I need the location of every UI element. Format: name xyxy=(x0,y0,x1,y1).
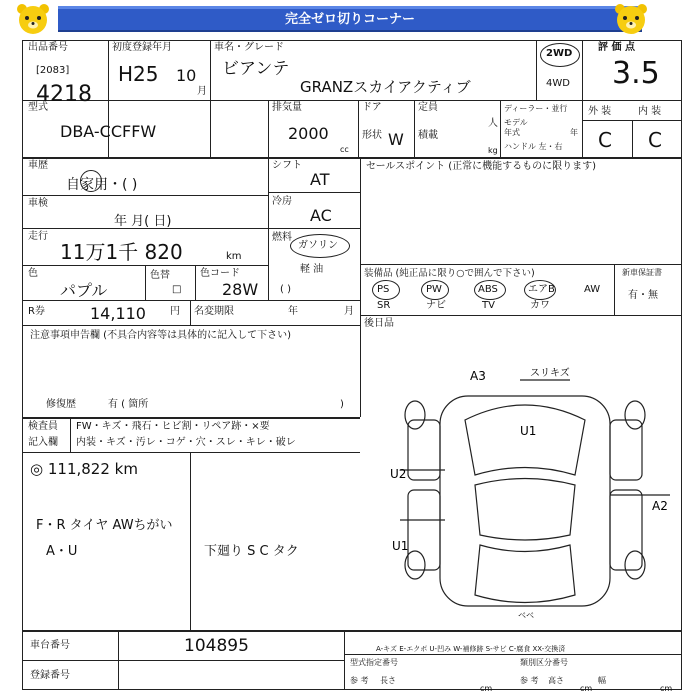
sales-point-label: セールスポイント (正常に機能するものに限ります) xyxy=(366,161,597,172)
divider xyxy=(358,100,359,157)
inspector-label: 検査員 xyxy=(28,421,58,432)
ac-label: 冷房 xyxy=(272,196,292,207)
car-grade: GRANZスカイアクティブ xyxy=(300,78,471,96)
length-label: 長さ xyxy=(380,676,396,685)
divider xyxy=(500,100,501,157)
class-label: 類別区分番号 xyxy=(520,658,568,667)
inspection-value: 年 月( 日) xyxy=(114,214,172,229)
handwritten-note-au: A・U xyxy=(46,544,78,559)
color-change-label: 色替 xyxy=(150,270,170,281)
diagram-mark-u2: U2 xyxy=(390,467,407,481)
width-label: 幅 xyxy=(598,676,606,685)
notes-label: 注意事項申告欄 (不具合内容等は具体的に記入して下さい) xyxy=(30,330,291,341)
mileage-unit: km xyxy=(226,251,242,262)
door-label: ドア xyxy=(362,102,382,113)
interior-label: 内 装 xyxy=(638,106,662,117)
recycle-unit: 円 xyxy=(170,306,180,317)
repair-value: 有 ( 箇所 xyxy=(108,399,149,410)
height-unit: cm xyxy=(580,684,593,693)
divider xyxy=(268,192,360,193)
diagram-front-label: ベベ xyxy=(518,611,534,620)
history-value: 自家用・( ) xyxy=(66,177,138,193)
roof xyxy=(475,479,575,541)
plate-label: 登録番号 xyxy=(30,670,70,681)
car-damage-diagram xyxy=(370,360,680,620)
divider xyxy=(414,100,415,157)
fuel-gasoline: ガソリン xyxy=(298,240,338,251)
grade-label: 評 価 点 xyxy=(598,42,635,53)
drive-4wd: 4WD xyxy=(546,78,570,89)
handwritten-mileage: ◎ 111,822 km xyxy=(30,460,138,478)
divider xyxy=(344,630,345,690)
width-unit: cm xyxy=(660,684,673,693)
displacement-label: 排気量 xyxy=(272,102,302,113)
divider xyxy=(268,100,269,157)
divider xyxy=(145,265,146,300)
divider xyxy=(614,264,615,315)
load-label: 積載 xyxy=(418,130,438,141)
mileage-label: 走行 xyxy=(28,231,48,242)
exterior-grade: C xyxy=(598,128,612,152)
divider xyxy=(360,315,682,316)
divider xyxy=(210,40,211,157)
rear-label: 後日品 xyxy=(364,318,394,329)
diagram-mark-a3: A3 xyxy=(470,369,486,383)
equip-circle-mark xyxy=(421,280,449,300)
ref-label: 参 考 xyxy=(350,676,369,685)
fuel-other: ( ) xyxy=(280,284,291,295)
transfer-label: 名変期限 xyxy=(194,306,234,317)
bear-mascot-icon xyxy=(14,3,52,35)
equip-airbag: エアB xyxy=(528,284,555,295)
equip-pw: PW xyxy=(426,284,442,295)
divider xyxy=(22,325,360,326)
shape-label: 形状 xyxy=(362,130,382,141)
recycle-label: R券 xyxy=(28,306,45,317)
ref-label-2: 参 考 xyxy=(520,676,539,685)
banner xyxy=(0,0,700,38)
equip-tv: TV xyxy=(482,300,495,311)
capacity-label: 定員 xyxy=(418,102,438,113)
month-unit: 月 xyxy=(197,86,207,97)
diagram-mark-u1-bottom: U1 xyxy=(392,539,409,553)
wheel-front-right xyxy=(625,401,645,429)
car-name-label: 車名・グレード xyxy=(214,42,284,53)
banner-title: 完全ゼロ切りコーナー xyxy=(284,12,415,27)
handwritten-note-under: 下廻り S C タク xyxy=(204,544,299,559)
divider xyxy=(22,452,360,453)
windshield xyxy=(465,405,585,475)
fuel-label: 燃料 xyxy=(272,232,292,243)
warranty-value: 有・無 xyxy=(628,290,658,301)
interior-grade: C xyxy=(648,128,662,152)
damage-legend: A-キズ E-エクボ U-凹み W-補修跡 S-サビ C-腐食 XX-交換済 xyxy=(376,645,566,653)
height-label: 高さ xyxy=(548,676,564,685)
banner-bar xyxy=(58,6,642,32)
entry-items: 内装・キズ・汚レ・コゲ・穴・スレ・キレ・破レ xyxy=(76,437,296,448)
handle-label: ハンドル 左・右 xyxy=(504,142,563,151)
equip-ps: PS xyxy=(377,284,390,295)
registration-era: H25 xyxy=(118,62,159,86)
divider xyxy=(22,195,268,196)
wheel-front-left xyxy=(405,401,425,429)
chassis-number: 104895 xyxy=(184,636,249,656)
model-year-label: モデル年式 xyxy=(504,118,528,137)
divider xyxy=(360,157,361,417)
divider xyxy=(190,300,191,325)
inspection-label: 車検 xyxy=(28,198,48,209)
color-label: 色 xyxy=(28,268,38,279)
model-year-unit: 年 xyxy=(570,128,578,137)
lot-number: 4218 xyxy=(36,82,92,107)
transfer-month-unit: 月 xyxy=(344,306,354,317)
divider xyxy=(22,157,682,159)
history-label: 車歴 xyxy=(28,160,48,171)
fuel-diesel: 軽 油 xyxy=(300,264,324,275)
dealer-label: ディーラー・並行 xyxy=(504,104,568,113)
shape-value: W xyxy=(388,130,404,149)
load-unit: kg xyxy=(488,146,498,155)
repair-label: 修復歴 xyxy=(46,399,76,410)
recycle-value: 14,110 xyxy=(90,304,146,323)
equip-aw: AW xyxy=(584,284,601,295)
diagram-mark-scratch: スリキズ xyxy=(530,368,570,379)
color-value: パプル xyxy=(60,281,108,300)
divider xyxy=(344,654,682,655)
divider xyxy=(22,630,682,632)
car-name: ビアンテ xyxy=(222,59,290,79)
divider xyxy=(268,228,360,229)
displacement-value: 2000 xyxy=(288,124,329,143)
handwritten-note-tires: F・R タイヤ AWちがい xyxy=(36,518,173,533)
lot-label: 出品番号 xyxy=(28,42,68,53)
diagram-mark-a2: A2 xyxy=(652,499,668,513)
equip-abs: ABS xyxy=(478,284,498,295)
registration-label: 初度登録年月 xyxy=(112,42,172,53)
rear-window xyxy=(475,545,575,603)
divider xyxy=(360,264,682,265)
divider xyxy=(70,417,71,452)
length-unit: cm xyxy=(480,684,493,693)
color-code-label: 色コード xyxy=(200,268,240,279)
equip-leather: カワ xyxy=(530,300,550,311)
color-code-value: 28W xyxy=(222,280,259,299)
history-circle-mark xyxy=(80,170,102,192)
diagram-mark-u1-top: U1 xyxy=(520,424,537,438)
shift-value: AT xyxy=(310,170,330,189)
divider xyxy=(22,660,344,661)
transfer-year-unit: 年 xyxy=(288,306,298,317)
shift-label: シフト xyxy=(272,160,302,171)
auction-grade: 3.5 xyxy=(612,56,660,91)
mileage-value: 11万1千 820 xyxy=(60,240,183,264)
divider xyxy=(118,630,119,690)
equipment-label: 装備品 (純正品に限り○で囲んで下さい) xyxy=(364,268,535,279)
lot-sub: [2083] xyxy=(36,65,70,76)
inspector-items: FW・キズ・飛石・ヒビ割・リペア跡・×要 xyxy=(76,421,270,432)
divider xyxy=(632,120,633,157)
equip-circle-mark xyxy=(372,280,400,300)
divider xyxy=(190,452,191,630)
chassis-label: 車台番号 xyxy=(30,640,70,651)
equip-circle-mark xyxy=(524,280,556,300)
divider xyxy=(195,265,196,300)
drive-2wd: 2WD xyxy=(546,48,573,59)
equip-sr: SR xyxy=(377,300,391,311)
divider xyxy=(22,100,682,101)
entry-label: 記入欄 xyxy=(28,437,58,448)
bear-mascot-icon xyxy=(612,3,650,35)
divider xyxy=(22,417,360,419)
capacity-unit: 人 xyxy=(488,118,498,129)
divider xyxy=(582,40,583,157)
exterior-label: 外 装 xyxy=(588,106,612,117)
divider xyxy=(536,40,537,100)
type-value: DBA-CCFFW xyxy=(60,122,157,141)
repair-close: ) xyxy=(340,399,344,410)
equip-circle-mark xyxy=(474,280,506,300)
displacement-unit: cc xyxy=(340,145,349,154)
equip-navi: ナビ xyxy=(426,300,446,311)
color-change-box: □ xyxy=(172,284,182,295)
warranty-label: 新車保証書 xyxy=(622,268,662,277)
ac-value: AC xyxy=(310,206,332,225)
registration-month: 10 xyxy=(176,66,197,85)
type-label: 型式 xyxy=(28,102,48,113)
type-cert-label: 型式指定番号 xyxy=(350,658,398,667)
